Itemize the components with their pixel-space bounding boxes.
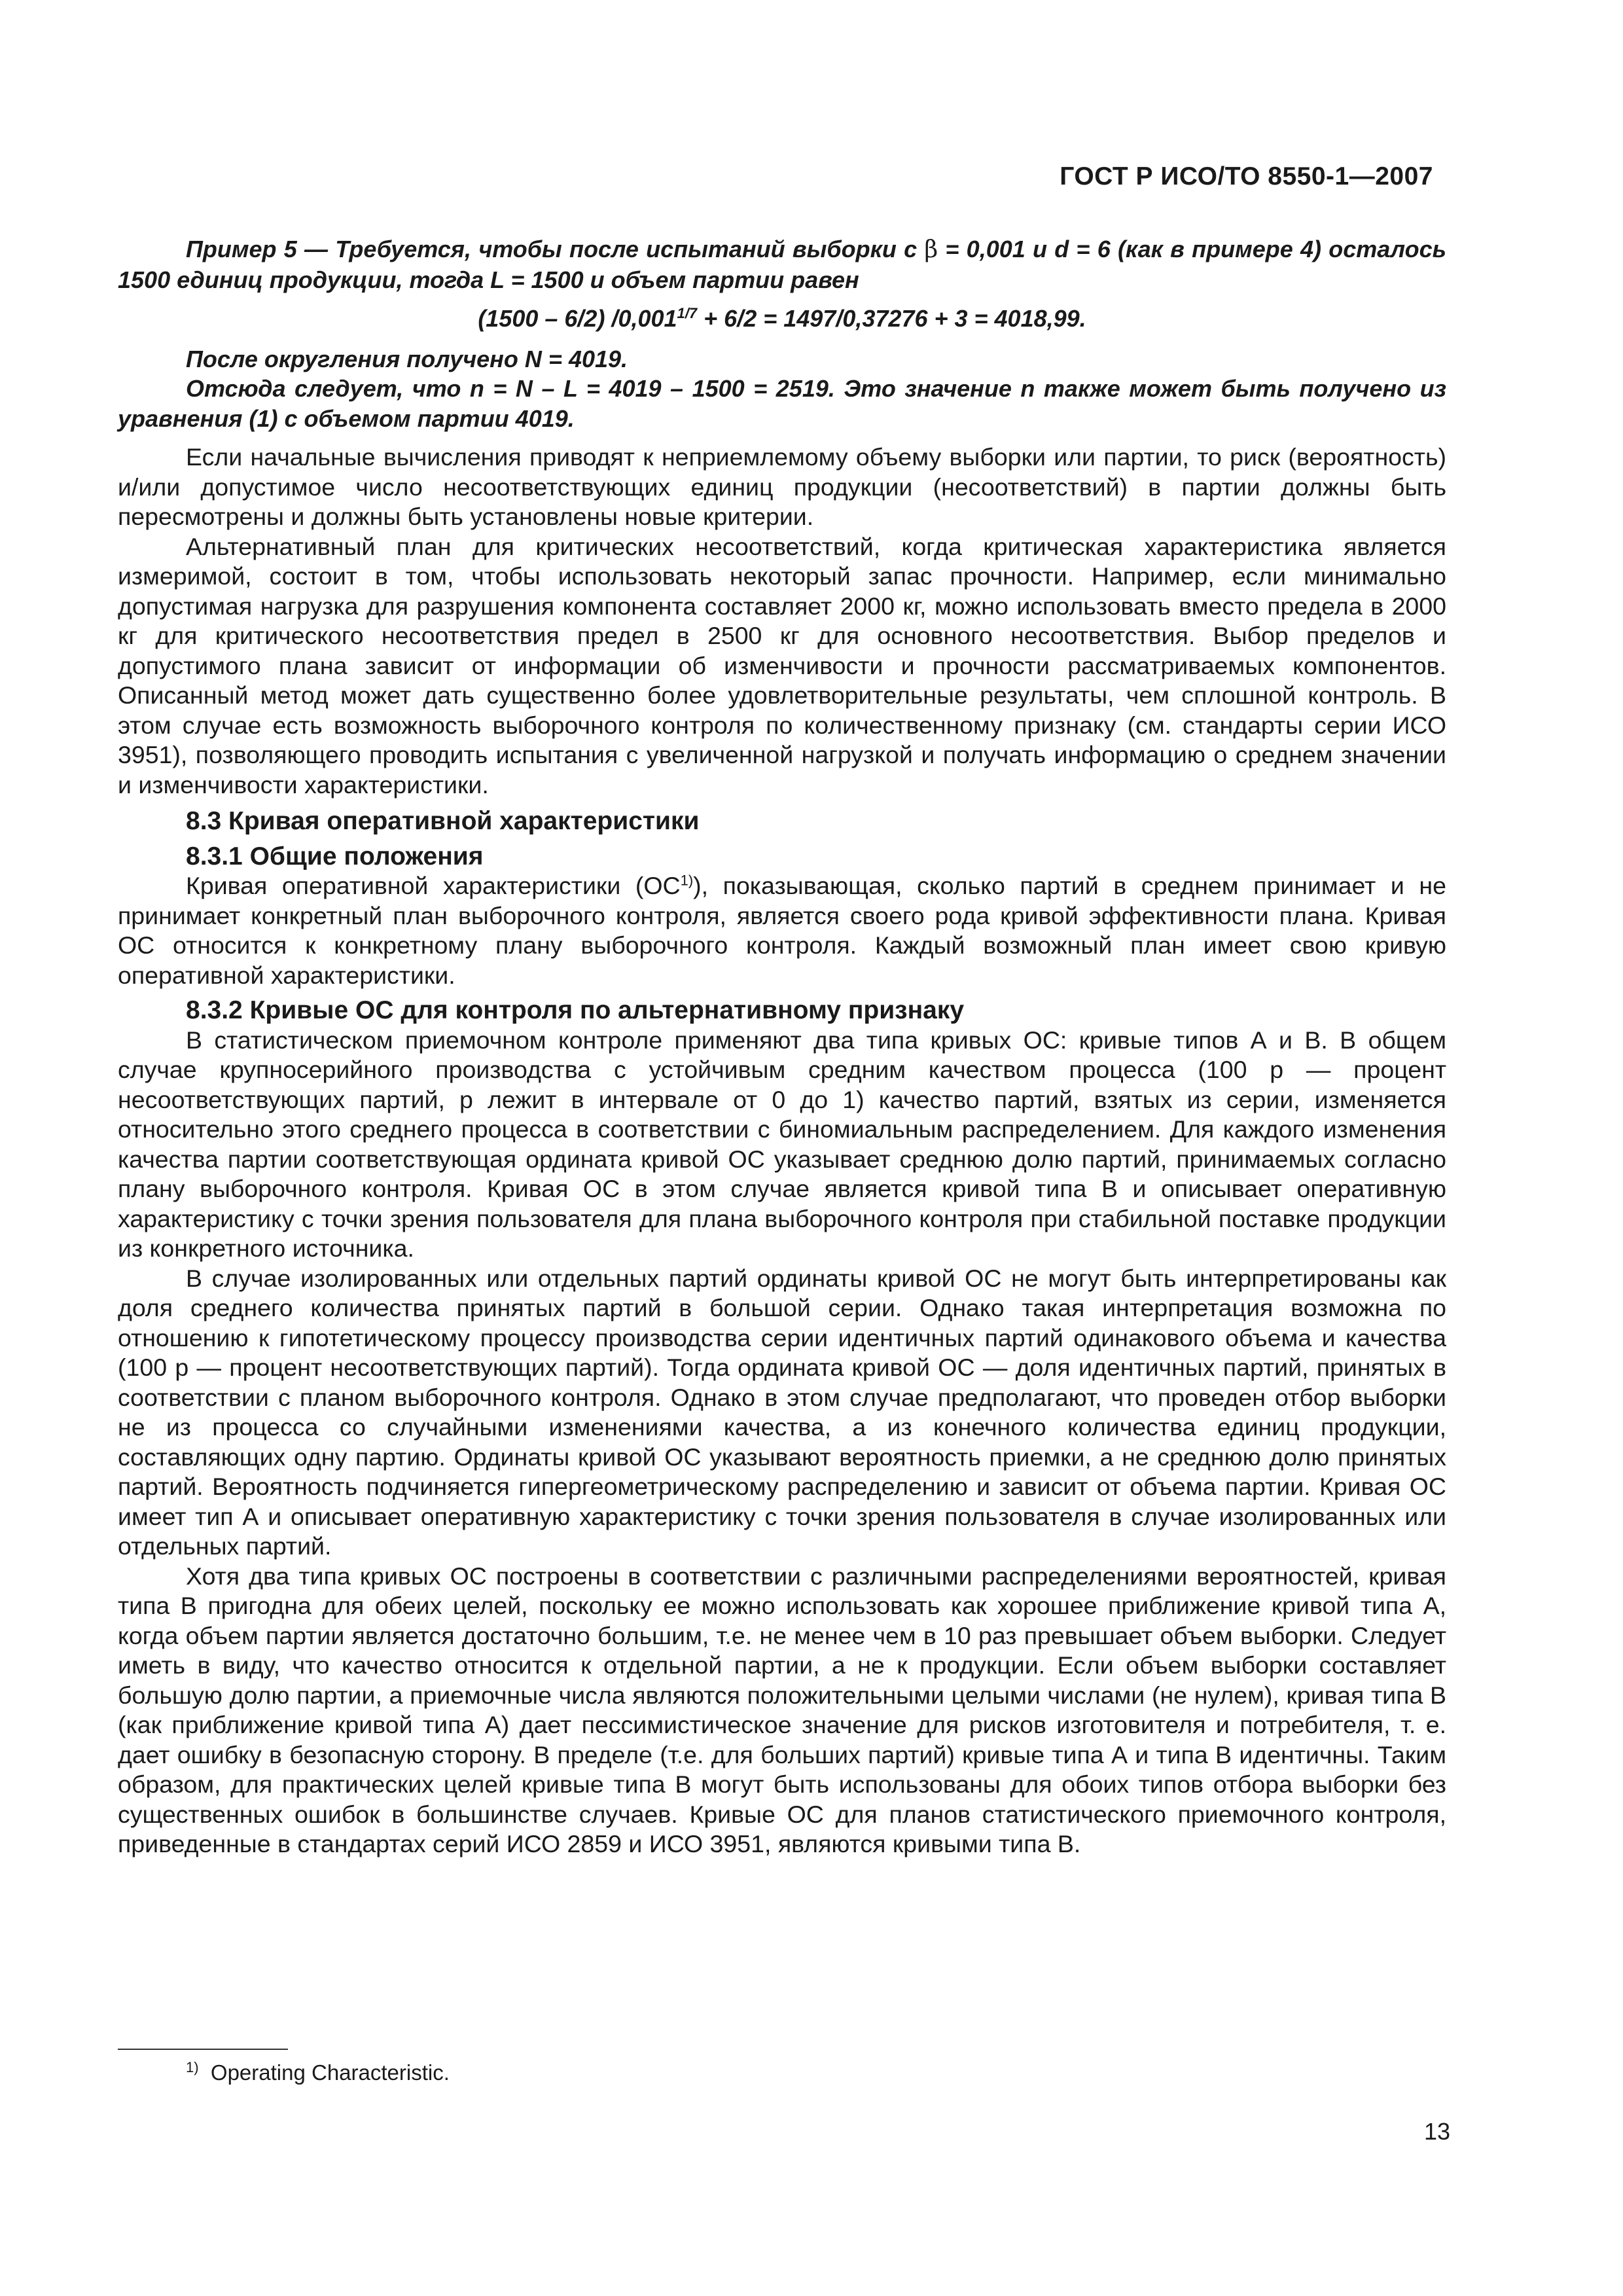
example-5-statement: Пример 5 — Требуется, чтобы после испытаний выборки с β = 0,001 и d = 6 (как в примере 4) осталось 1500 единиц продукции, тогда L = 1500 и объем партии равен: [118, 236, 1446, 293]
paragraph: Если начальные вычисления приводят к неприемлемому объему выборки или партии, то риск (вероятность) и/или допустимое число несоответствующих единиц продукции (несоответствий) в партии должны быть пересмотрены и должны быть установлены новые критерии.: [118, 443, 1446, 530]
paragraph-oc-definition: Кривая оперативной характеристики (ОС$^{1)}$), показывающая, сколько партий в среднем принимает и не принимает конкретный план выборочного контроля, является своего рода кривой эффективности плана. Кривая ОС относится к конкретному плану выборочного контроля. Каждый возможный план имеет свою кривую оперативной характеристики.: [118, 872, 1446, 989]
page-number: 13: [1424, 2118, 1451, 2145]
footnote: $^{1)}$ Operating Characteristic.: [186, 2059, 450, 2085]
paragraph: В статистическом приемочном контроле применяют два типа кривых ОС: кривые типов А и В. В общем случае крупносерийного производства с устойчивым средним качеством процесса (100 p — процент несоответствующих партий, p лежит в интервале от 0 до 1) качество партий, взятых из серии, изменяется относительно этого среднего процесса в соответствии с биномиальным распределением. Для каждого изменения качества партии соответствующая ордината кривой ОС указывает среднюю долю партий, принимаемых согласно плану выборочного контроля. Кривая ОС в этом случае является кривой типа В и описывает оперативную характеристику с точки зрения пользователя для плана выборочного контроля при стабильной поставке продукции из конкретного источника.: [118, 1026, 1446, 1262]
page-body: [118, 234, 1446, 1859]
example-conclusion: Отсюда следует, что n = N – L = 4019 – 1500 = 2519. Это значение n также может быть получено из уравнения (1) с объемом партии 4019.: [118, 375, 1446, 432]
section-heading-8-3-1: 8.3.1 Общие положения: [186, 842, 484, 870]
section-heading-8-3: 8.3 Кривая оперативной характеристики: [186, 807, 700, 835]
footnote-divider: [118, 2049, 288, 2050]
paragraph: В случае изолированных или отдельных партий ординаты кривой ОС не могут быть интерпретированы как доля среднего количества принятых партий в большой серии. Однако такая интерпретация возможна по отношению к гипотетическому процессу производства серии идентичных партий одинакового объема и качества (100 p — процент несоответствующих партий). Тогда ордината кривой ОС — доля идентичных партий, принятых в соответствии с планом выборочного контроля. Однако в этом случае предполагают, что проведен отбор выборки не из процесса со случайными изменениями качества, а из конечного количества единиц продукции, составляющих одну партию. Ординаты кривой ОС указывают вероятность приемки, а не среднюю долю принятых партий. Вероятность подчиняется гипергеометрическому распределению и зависит от объема партии. Кривая ОС имеет тип А и описывает оперативную характеристику с точки зрения пользователя в случае изолированных или отдельных партий.: [118, 1264, 1446, 1560]
paragraph: Альтернативный план для критических несоответствий, когда критическая характеристика является измеримой, состоит в том, чтобы использовать некоторый запас прочности. Например, если минимально допустимая нагрузка для разрушения компонента составляет 2000 кг, можно использовать вместо предела в 2000 кг для критического несоответствия предел в 2500 кг для основного несоответствия. Выбор пределов и допустимого плана зависит от информации об изменчивости и прочности рассматриваемых компонентов. Описанный метод может дать существенно более удовлетворительные результаты, чем сплошной контроль. В этом случае есть возможность выборочного контроля по количественному признаку (см. стандарты серии ИСО 3951), позволяющего проводить испытания с увеличенной нагрузкой и получать информацию о среднем значении и изменчивости характеристики.: [118, 532, 1446, 798]
paragraph: Хотя два типа кривых ОС построены в соответствии с различными распределениями вероятностей, кривая типа В пригодна для обеих целей, поскольку ее можно использовать как хорошее приближение кривой типа А, когда объем партии является достаточно большим, т.е. не менее чем в 10 раз превышает объем выборки. Следует иметь в виду, что качество относится к отдельной партии, а не к продукции. Если объем выборки составляет большую долю партии, а приемочные числа являются положительными целыми числами (не нулем), кривая типа В (как приближение кривой типа А) дает пессимистическое значение для рисков изготовителя и потребителя, т. е. дает ошибку в безопасную сторону. В пределе (т.е. для больших партий) кривые типа А и типа В идентичны. Таким образом, для практических целей кривые типа В могут быть использованы для обоих типов отбора выборки без существенных ошибок в большинстве случаев. Кривые ОС для планов статистического приемочного контроля, приведенные в стандартах серий ИСО 2859 и ИСО 3951, являются кривыми типа В.: [118, 1562, 1446, 1857]
example-rounding: После округления получено N = 4019.: [186, 345, 628, 372]
section-heading-8-3-2: 8.3.2 Кривые ОС для контроля по альтернативному признаку: [186, 996, 965, 1024]
formula: (1500 – 6/2) $/0,001^{1/7} + 6/2 = 1497/0,37276 + 3 = 4018,99$.: [478, 305, 1086, 332]
standard-header: ГОСТ Р ИСО/ТО 8550-1—2007: [1060, 162, 1433, 190]
